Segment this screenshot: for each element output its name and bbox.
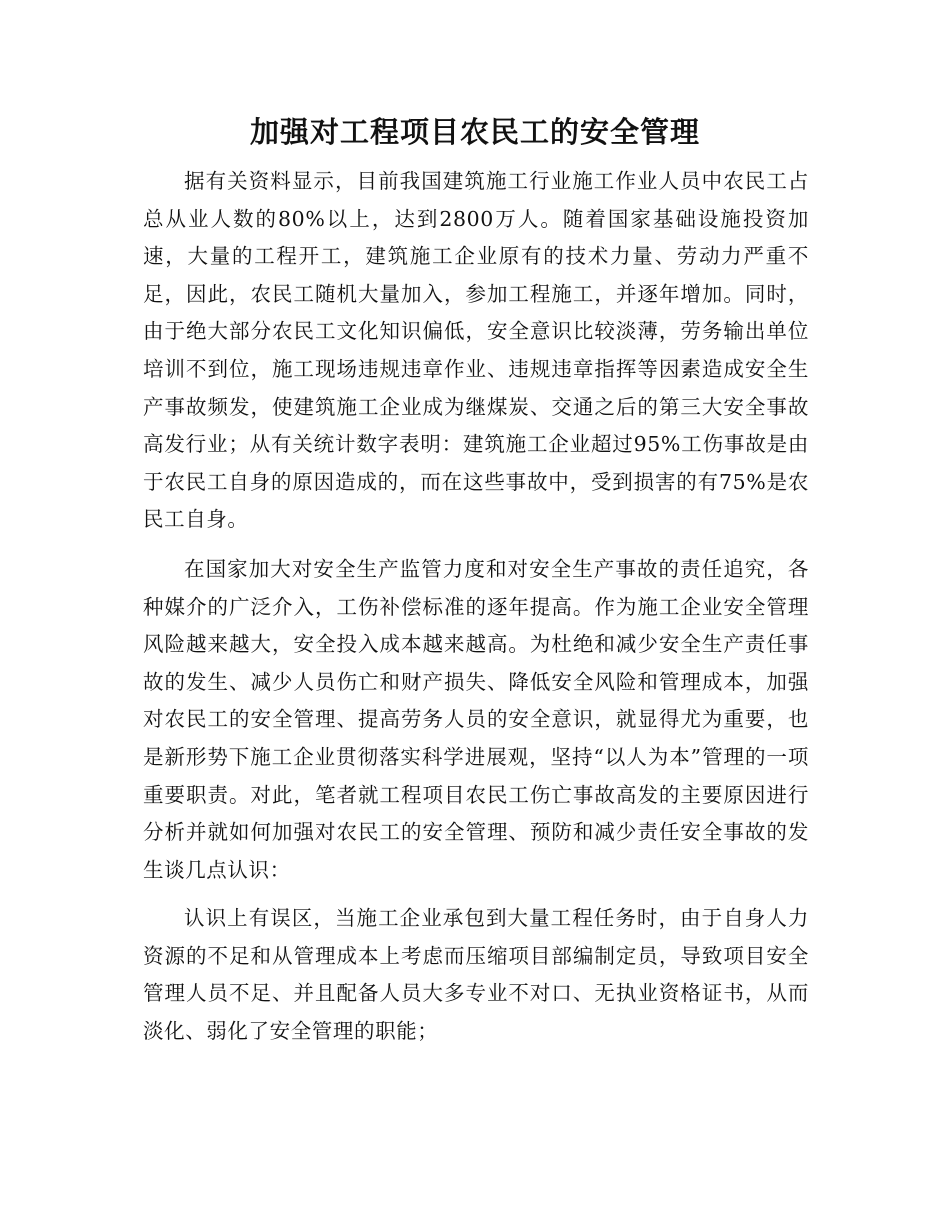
body-paragraph-2: 在国家加大对安全生产监管力度和对安全生产事故的责任追究，各种媒介的广泛介入，工伤补偿标准的逐年提高。作为施工企业安全管理风险越来越大，安全投入成本越来越高。为杜绝和减少安全生产责任事故的发生、减少人员伤亡和财产损失、降低安全风险和管理成本，加强对农民工的安全管理、提高劳务人员的安全意识，就显得尤为重要，也是新形势下施工企业贯彻落实科学进展观，坚持“以人为本”管理的一项重要职责。对此，笔者就工程项目农民工伤亡事故高发的主要原因进行分析并就如何加强对农民工的安全管理、预防和减少责任安全事故的发生谈几点认识：	[143, 557, 809, 882]
document-title: 加强对工程项目农民工的安全管理	[249, 115, 700, 149]
body-paragraph-3: 认识上有误区，当施工企业承包到大量工程任务时，由于自身人力资源的不足和从管理成本上考虑而压缩项目部编制定员，导致项目安全管理人员不足、并且配备人员大多专业不对口、无执业资格证书，从而淡化、弱化了安全管理的职能；	[143, 906, 809, 1043]
body-paragraph-1: 据有关资料显示，目前我国建筑施工行业施工作业人员中农民工占总从业人数的80%以上，达到2800万人。随着国家基础设施投资加速，大量的工程开工，建筑施工企业原有的技术力量、劳动力严重不足，因此，农民工随机大量加入，参加工程施工，并逐年增加。同时，由于绝大部分农民工文化知识偏低，安全意识比较淡薄，劳务输出单位培训不到位，施工现场违规违章作业、违规违章指挥等因素造成安全生产事故频发，使建筑施工企业成为继煤炭、交通之后的第三大安全事故高发行业；从有关统计数字表明：建筑施工企业超过95%工伤事故是由于农民工自身的原因造成的，而在这些事故中，受到损害的有75%是农民工自身。	[143, 169, 809, 532]
